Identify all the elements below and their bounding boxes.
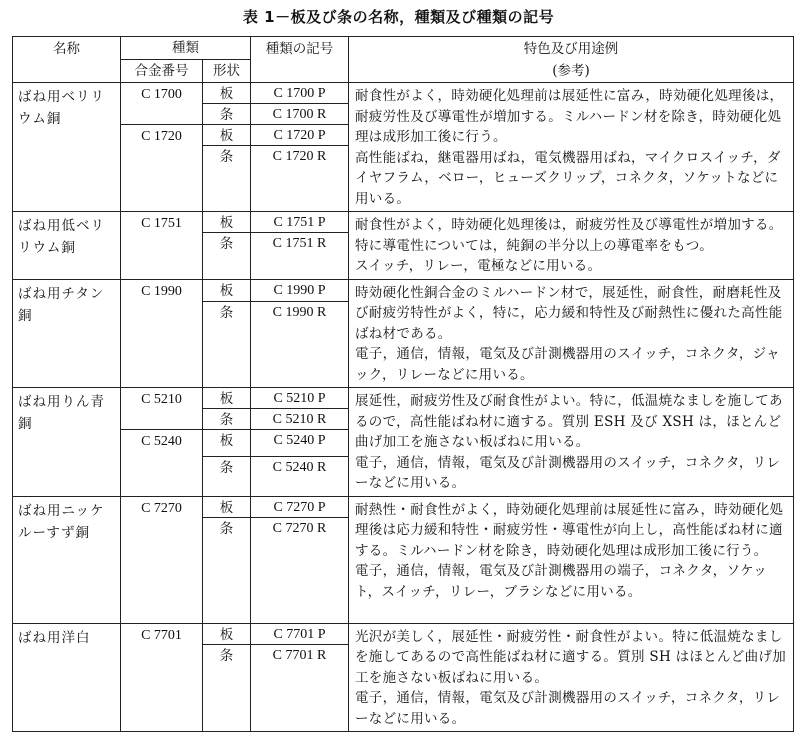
usage-text: 電子，通信，情報，電気及び計測機器用のスイッチ，コネクタ，リレーなどに用いる。: [355, 454, 781, 491]
shape-cell: 板: [203, 388, 251, 409]
features-text: 光沢が美しく，展延性・耐疲労性・耐食性がよい。特に低温焼なましを施してあるので高性能ばね材に適する。質別 SH はほとんど曲げ加工を施さない板ばねに用いる。: [355, 628, 787, 686]
symbol-cell: C 1700 R: [251, 104, 349, 125]
shape-cell: 条: [203, 301, 251, 387]
table-title: 表 1－板及び条の名称，種類及び種類の記号: [242, 8, 555, 26]
alloy-number: C 1751: [121, 212, 203, 280]
features-text: 耐熱性・耐食性がよく，時効硬化処理前は展延性に富み，時効硬化処理後は応力緩和特性・耐疲労性・導電性が向上し，高性能ばね材に適する。ミルハードン材を除き，時効硬化処理は成形加工後に行う。: [355, 501, 784, 559]
shape-cell: 板: [203, 496, 251, 517]
features-text: 耐食性がよく，時効硬化処理前は展延性に富み，時効硬化処理後は，耐疲労性及び導電性が増加する。ミルハードン材を除き，時効硬化処理は成形加工後に行う。: [355, 88, 784, 145]
table-row: [13, 279, 794, 301]
symbol-cell: C 1751 R: [251, 233, 349, 279]
symbol-cell: C 5240 R: [251, 456, 349, 496]
table-row: [13, 623, 794, 644]
features-cell: [349, 623, 794, 732]
usage-text: 電子，通信，情報，電気及び計測機器用のスイッチ，コネクタ，ジャック，リレーなどに用いる。: [355, 346, 780, 383]
shape-cell: 条: [203, 104, 251, 125]
symbol-cell: C 1720 P: [251, 125, 349, 146]
features-cell: [349, 212, 794, 280]
alloy-number: C 1720: [121, 125, 203, 212]
shape-cell: 条: [203, 517, 251, 623]
material-name: ばね用チタン銅: [13, 279, 121, 388]
shape-cell: 板: [203, 125, 251, 146]
features-text: 展延性，耐疲労性及び耐食性がよい。特に，低温焼なましを施してあるので，高性能ばね材に適する。質別 ESH 及び XSH は，ほとんど曲げ加工を施さない板ばねに用いる。: [355, 393, 783, 450]
material-name: ばね用洋白: [13, 623, 121, 732]
features-cell: [349, 496, 794, 623]
usage-text: スイッチ，リレー，電極などに用いる。: [355, 258, 602, 274]
table-row: [13, 212, 794, 233]
header-features-note: (参考): [552, 63, 590, 79]
shape-cell: 条: [203, 456, 251, 496]
symbol-cell: C 1990 R: [251, 301, 349, 387]
header-features: [349, 37, 794, 83]
material-name: ばね用りん青銅: [13, 388, 121, 497]
shape-cell: 板: [203, 430, 251, 457]
usage-text: 電子，通信，情報，電気及び計測機器用のスイッチ，コネクタ，リレーなどに用いる。: [355, 690, 781, 727]
symbol-cell: C 1720 R: [251, 146, 349, 212]
shape-cell: 板: [203, 279, 251, 301]
alloy-number: C 7701: [121, 623, 203, 732]
shape-cell: 条: [203, 146, 251, 212]
shape-cell: 条: [203, 233, 251, 279]
header-features-label: 特色及び用途例: [523, 41, 619, 57]
spring-copper-alloy-table: [12, 36, 794, 732]
symbol-cell: C 5210 R: [251, 409, 349, 430]
header-symbol: 種類の記号: [251, 37, 349, 83]
symbol-cell: C 1700 P: [251, 83, 349, 104]
table-row: [13, 496, 794, 517]
shape-cell: 板: [203, 212, 251, 233]
symbol-cell: C 7270 R: [251, 517, 349, 623]
header-alloy-no: 合金番号: [121, 60, 203, 83]
material-name: ばね用ベリリウム銅: [13, 83, 121, 212]
header-shape: 形状: [203, 60, 251, 83]
features-text: 時効硬化性銅合金のミルハードン材で，展延性，耐食性，耐磨耗性及び耐疲労特性がよく，特に，応力緩和特性及び耐熱性に優れた高性能ばね材である。: [355, 284, 783, 342]
alloy-number: C 5240: [121, 430, 203, 497]
header-name: 名称: [13, 37, 121, 83]
symbol-cell: C 7270 P: [251, 496, 349, 517]
features-cell: [349, 83, 794, 212]
header-type: 種類: [121, 37, 251, 60]
alloy-number: C 1990: [121, 279, 203, 388]
symbol-cell: C 5240 P: [251, 430, 349, 457]
symbol-cell: C 7701 R: [251, 644, 349, 731]
features-cell: [349, 279, 794, 388]
symbol-cell: C 1990 P: [251, 279, 349, 301]
alloy-number: C 1700: [121, 83, 203, 125]
table-row: [13, 388, 794, 409]
shape-cell: 条: [203, 409, 251, 430]
material-name: ばね用低ベリリウム銅: [13, 212, 121, 280]
shape-cell: 板: [203, 83, 251, 104]
table-row: [13, 83, 794, 104]
shape-cell: 板: [203, 623, 251, 644]
shape-cell: 条: [203, 644, 251, 731]
symbol-cell: C 5210 P: [251, 388, 349, 409]
usage-text: 電子，通信，情報，電気及び計測機器用の端子，コネクタ，ソケット，スイッチ，リレー，ブラシなどに用いる。: [355, 563, 768, 600]
alloy-number: C 5210: [121, 388, 203, 430]
alloy-number: C 7270: [121, 496, 203, 623]
header-row: [13, 37, 794, 60]
material-name: ばね用ニッケルーすず銅: [13, 496, 121, 623]
features-text: 耐食性がよく，時効硬化処理後は，耐疲労性及び導電性が増加する。特に導電性については，純銅の半分以上の導電率をもつ。: [355, 217, 783, 254]
symbol-cell: C 1751 P: [251, 212, 349, 233]
symbol-cell: C 7701 P: [251, 623, 349, 644]
usage-text: 高性能ばね，継電器用ばね，電気機器用ばね，マイクロスイッチ，ダイヤフラム，ベロー，ヒューズクリップ，コネクタ，ソケットなどに用いる。: [355, 149, 781, 207]
features-cell: [349, 388, 794, 497]
